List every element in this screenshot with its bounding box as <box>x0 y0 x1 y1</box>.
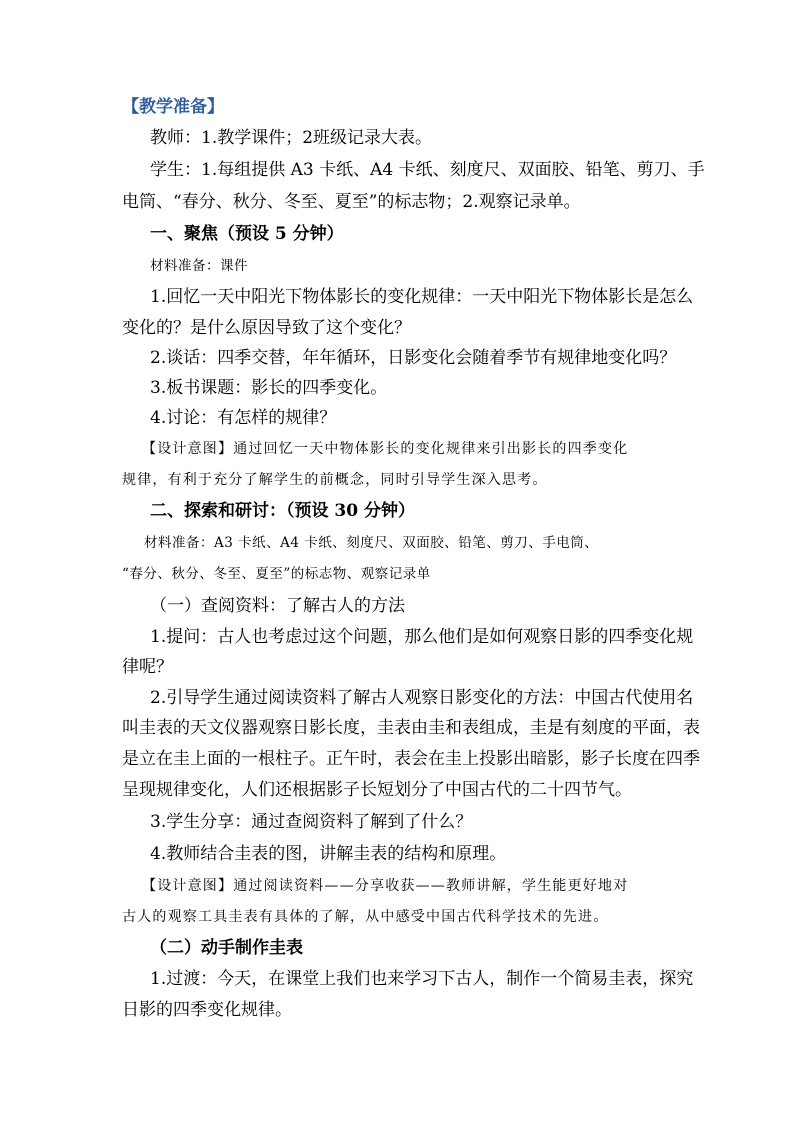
sub-2-title: （二）动手制作圭表 <box>150 938 303 958</box>
sub2-item1-line-2: 日影的四季变化规律。 <box>122 1000 292 1020</box>
s1-item2: 2.谈话：四季交替，年年循环，日影变化会随着季节有规律地变化吗？ <box>150 348 677 368</box>
s1-design-line-2: 规律，有利于充分了解学生的前概念，同时引导学生深入思考。 <box>122 472 548 488</box>
section-2-materials-line-1: 材料准备：A3 卡纸、A4 卡纸、刻度尺、双面胶、铅笔、剪刀、手电筒、 <box>144 535 599 551</box>
sub1-item1-line-1: 1.提问：古人也考虑过这个问题，那么他们是如何观察日影的四季变化规 <box>150 627 694 647</box>
section-1-materials: 材料准备：课件 <box>150 258 248 274</box>
sub1-design-line-1: 【设计意图】通过阅读资料——分享收获——教师讲解，学生能更好地对 <box>142 878 629 894</box>
section-2-title: 二、探索和研讨：（预设 30 分钟） <box>150 501 415 521</box>
student-prep-line-1: 学生：1.每组提供 A3 卡纸、A4 卡纸、刻度尺、双面胶、铅笔、剪刀、手 <box>150 160 705 180</box>
sub1-design-line-2: 古人的观察工具圭表有具体的了解，从中感受中国古代科学技术的先进。 <box>122 909 609 925</box>
sub1-item3: 3.学生分享：通过查阅资料了解到了什么？ <box>150 812 473 832</box>
student-prep-line-2: 电筒、“春分、秋分、冬至、夏至”的标志物；2.观察记录单。 <box>122 192 581 212</box>
sub1-item2-line-4: 呈现规律变化，人们还根据影子长短划分了中国古代的二十四节气。 <box>122 780 632 800</box>
s1-item3: 3.板书课题：影长的四季变化。 <box>150 378 388 398</box>
sub1-item4: 4.教师结合圭表的图，讲解圭表的结构和原理。 <box>150 844 507 864</box>
s1-item1-line-2: 变化的？是什么原因导致了这个变化？ <box>122 318 411 338</box>
sub1-item2-line-1: 2.引导学生通过阅读资料了解古人观察日影变化的方法：中国古代使用名 <box>150 688 694 708</box>
s1-item1-line-1: 1.回忆一天中阳光下物体影长的变化规律：一天中阳光下物体影长是怎么 <box>150 287 694 307</box>
section-2-materials-line-2: “春分、秋分、冬至、夏至”的标志物、观察记录单 <box>122 566 431 582</box>
sub1-item2-line-3: 是立在圭上面的一根柱子。正午时，表会在圭上投影出暗影，影子长度在四季 <box>122 749 700 769</box>
s1-item4: 4.讨论：有怎样的规律？ <box>150 408 337 428</box>
sub2-item1-line-1: 1.过渡：今天，在课堂上我们也来学习下古人，制作一个简易圭表，探究 <box>150 969 694 989</box>
sub-1-title: （一）查阅资料：了解古人的方法 <box>150 596 405 616</box>
teacher-prep: 教师：1.教学课件；2班级记录大表。 <box>150 128 433 148</box>
sub1-item2-line-2: 叫圭表的天文仪器观察日影长度，圭表由圭和表组成，圭是有刻度的平面，表 <box>122 718 700 738</box>
sub1-item1-line-2: 律呢？ <box>122 657 173 677</box>
teaching-prep-heading: 【教学准备】 <box>122 97 224 117</box>
section-1-title: 一、聚焦（预设 5 分钟） <box>150 224 344 244</box>
s1-design-line-1: 【设计意图】通过回忆一天中物体影长的变化规律来引出影长的四季变化 <box>142 441 629 457</box>
